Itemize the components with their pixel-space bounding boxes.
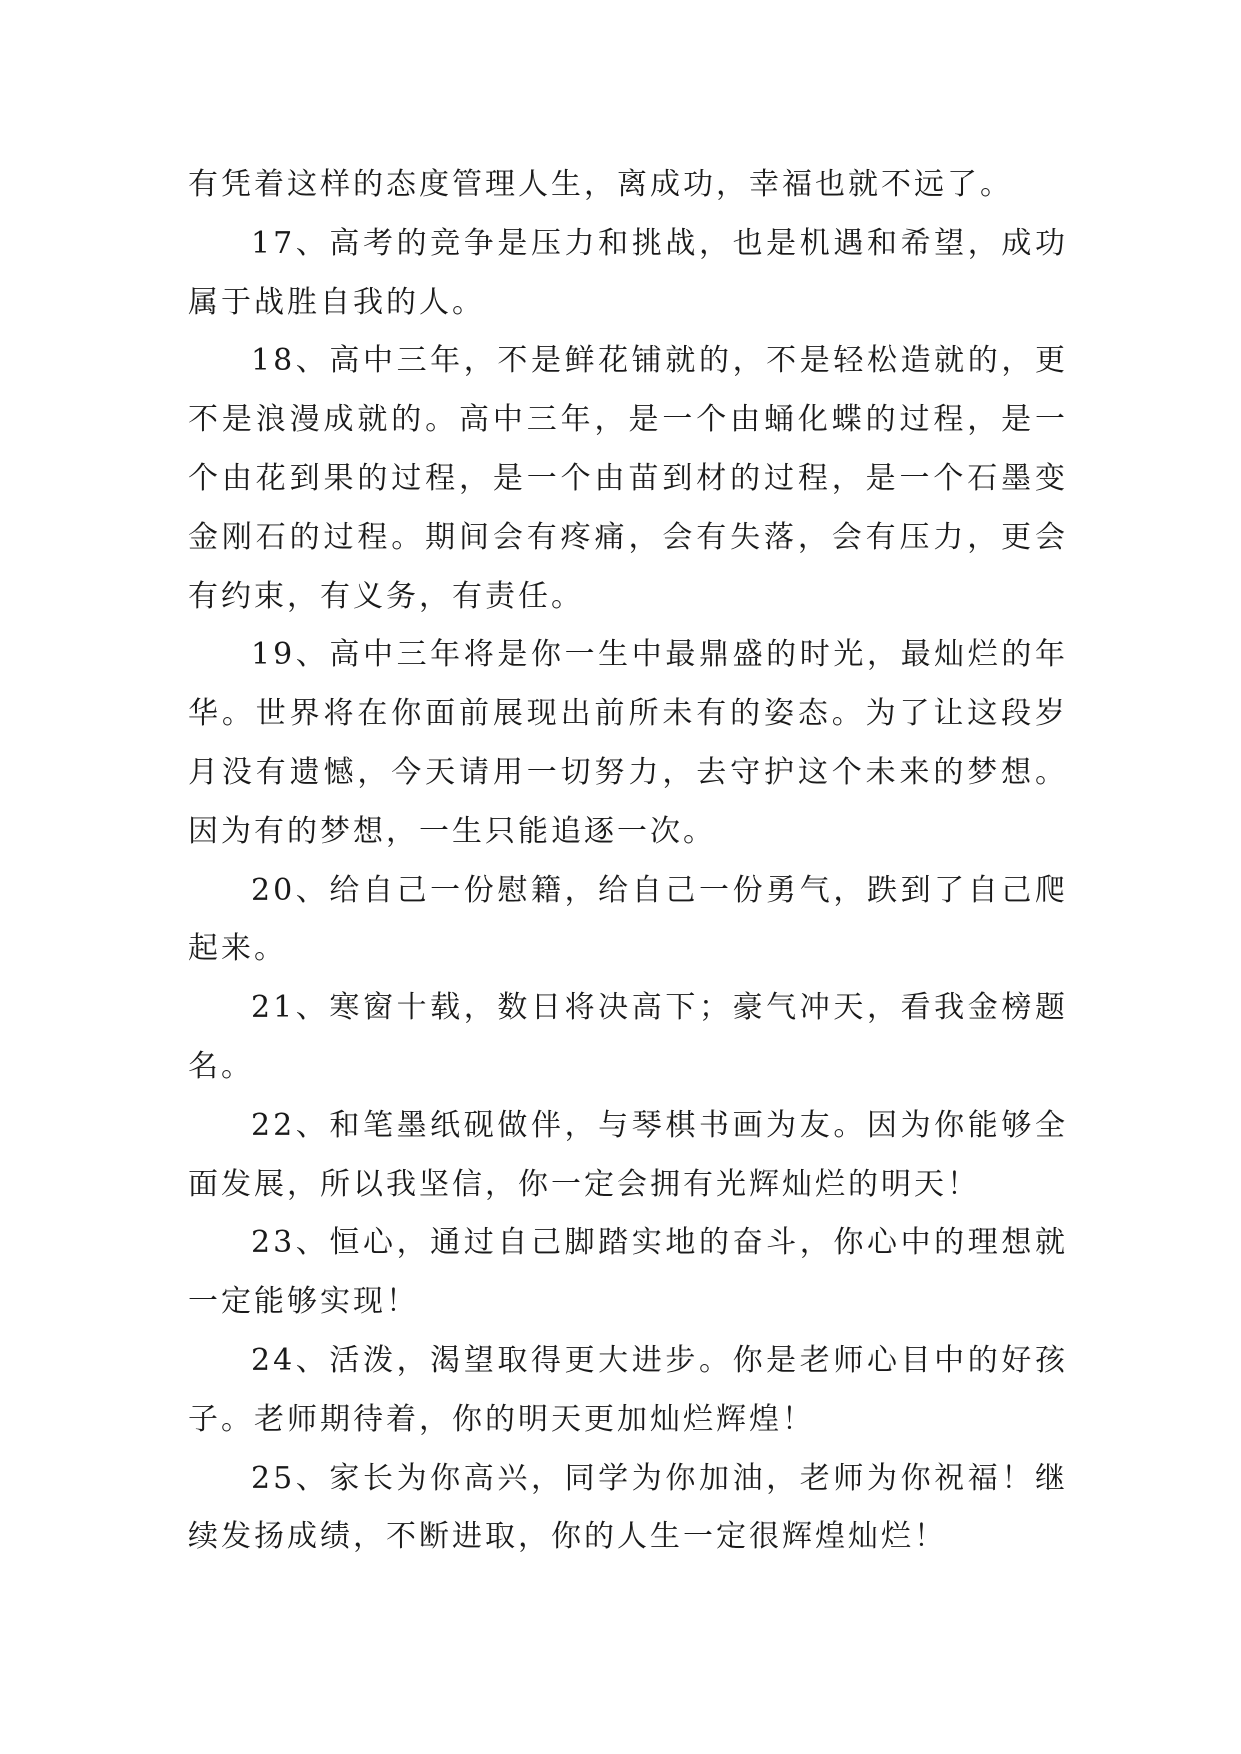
paragraph: 有凭着这样的态度管理人生，离成功，幸福也就不远了。 xyxy=(188,167,1013,202)
paragraph: 25、家长为你高兴，同学为你加油，老师为你祝福！继续发扬成绩，不断进取，你的人生一定很辉煌灿烂！ xyxy=(188,1460,1068,1555)
document-body xyxy=(188,156,1068,1567)
paragraph: 23、恒心，通过自己脚踏实地的奋斗，你心中的理想就一定能够实现！ xyxy=(188,1225,1068,1320)
paragraph: 20、给自己一份慰籍，给自己一份勇气，跌到了自己爬起来。 xyxy=(188,872,1068,967)
paragraph: 22、和笔墨纸砚做伴，与琴棋书画为友。因为你能够全面发展，所以我坚信，你一定会拥有光辉灿烂的明天！ xyxy=(188,1107,1068,1202)
paragraph: 18、高中三年，不是鲜花铺就的，不是轻松造就的，更不是浪漫成就的。高中三年，是一个由蛹化蝶的过程，是一个由花到果的过程，是一个由苗到材的过程，是一个石墨变金刚石的过程。期间会有疼痛，会有失落，会有压力，更会有约束，有义务，有责任。 xyxy=(188,343,1068,614)
paragraph: 24、活泼，渴望取得更大进步。你是老师心目中的好孩子。老师期待着，你的明天更加灿烂辉煌！ xyxy=(188,1342,1068,1437)
paragraph: 21、寒窗十载，数日将决高下；豪气冲天，看我金榜题名。 xyxy=(188,990,1068,1084)
paragraph: 19、高中三年将是你一生中最鼎盛的时光，最灿烂的年华。世界将在你面前展现出前所未有的姿态。为了让这段岁月没有遗憾，今天请用一切努力，去守护这个未来的梦想。因为有的梦想，一生只能追逐一次。 xyxy=(188,637,1068,849)
paragraph: 17、高考的竞争是压力和挑战，也是机遇和希望，成功属于战胜自我的人。 xyxy=(188,225,1068,320)
